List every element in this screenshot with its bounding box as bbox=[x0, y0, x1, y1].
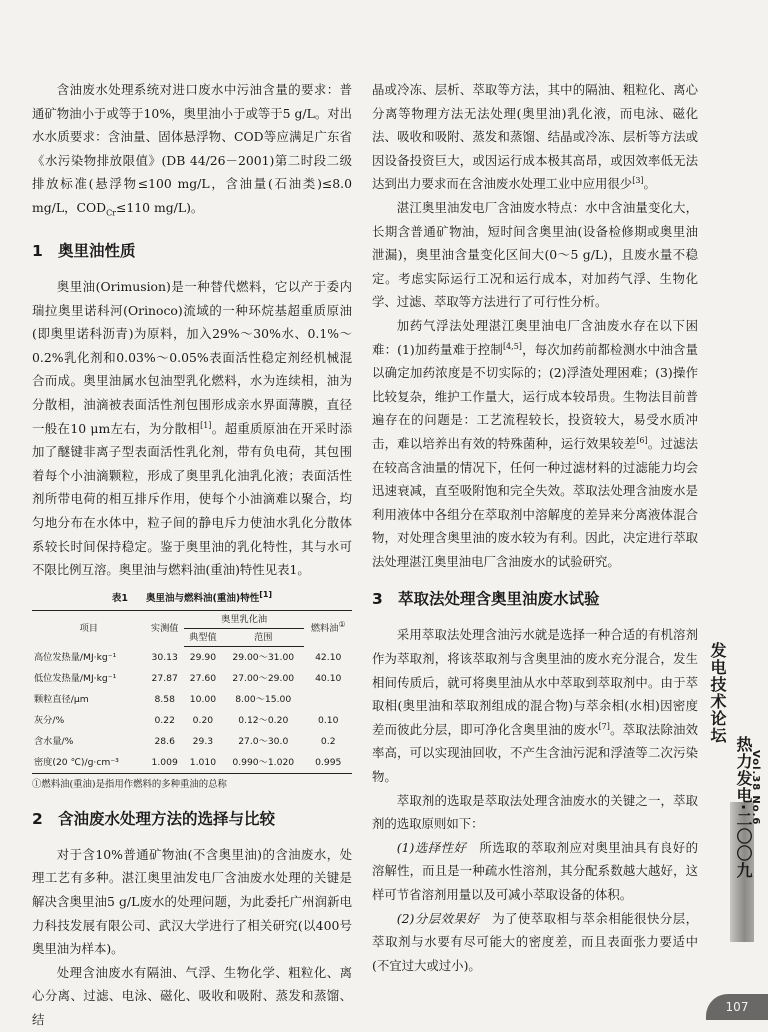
table-cell-item: 含水量/% bbox=[34, 735, 74, 747]
table-row bbox=[32, 646, 352, 668]
table-cell-measured: 30.13 bbox=[151, 651, 178, 663]
table-cell-measured: 1.009 bbox=[151, 756, 178, 768]
table-cell-range: 0.990～1.020 bbox=[232, 756, 295, 768]
table-cell-range: 0.12～0.20 bbox=[238, 714, 289, 726]
table-cell-measured: 28.6 bbox=[154, 735, 175, 747]
table-row bbox=[32, 668, 352, 689]
table-cell-typical: 1.010 bbox=[189, 756, 217, 768]
table-cell-fuel bbox=[304, 689, 352, 710]
table-cell-item: 密度(20 ℃)/g·cm⁻³ bbox=[34, 756, 119, 768]
methods-paragraph: 晶或冷冻、层析、萃取等方法，其中的隔油、粗粒化、离心分离等物理方法无法处理(奥里油)乳化液，而电泳、磁化法、吸收和吸附、蒸发和蒸馏、结晶或冷冻、层析等方法或因设备投资巨大，或因运行成本极其高昂，或因效率低无法达到出力要求而在含油废水处理工业中应用很少[3]。 bbox=[372, 82, 698, 192]
table-row bbox=[32, 731, 352, 752]
table-caption: 表1 奥里油与燃料油(重油)特性[1] bbox=[111, 589, 273, 604]
table-cell-measured: 27.87 bbox=[151, 672, 178, 684]
section-2-paragraph-a: 对于含10%普通矿物油(不含奥里油)的含油废水，处理工艺有多种。湛江奥里油发电厂含油废水处理的关键是解决含奥里油5 g/L废水的处理问题，为此委托广州润新电力科技发展有限公司、武汉大学进行了相关研究(以400号奥里油为样本)。 bbox=[32, 846, 352, 957]
col-header-group: 奥里乳化油 bbox=[184, 610, 305, 628]
wastewater-features-paragraph: 湛江奥里油发电厂含油废水特点：水中含油量变化大，长期含普通矿物油，短时间含奥里油(设备检修期或奥里油泄漏)，奥里油含量变化区间大(0～5 g/L)，且废水量不稳定。考虑实际运行工况和运行成本，对加药气浮、生物化学、过滤、萃取等方法进行了可行性分析。 bbox=[372, 199, 698, 310]
properties-table bbox=[32, 610, 352, 774]
table-cell-range: 29.00～31.00 bbox=[232, 651, 295, 663]
volume-number: Vol.38 No.6 bbox=[750, 750, 761, 826]
col-header-typical: 典型值 bbox=[184, 628, 222, 646]
method-analysis-paragraph: 加药气浮法处理湛江奥里油电厂含油废水存在以下困难：(1)加药量难于控制[4,5]，每次加药前都检测水中油含量以确定加药浓度是不切实际的；(2)浮渣处理困难；(3)操作比较复杂，维护工作量大，运行成本较昂贵。生物法目前普遍存在的问题是：工艺流程较长，投资较大，易受水质冲击，难以培养出有效的特殊菌种，运行效果较差[6]。过滤法在较高含油量的情况下，任何一种过滤材料的过滤能力均会迅速衰减，直至吸附饱和完全失效。萃取法处理含油废水是利用液体中各组分在萃取剂中溶解度的差异来分离液体混合物，对处理含奥里油的废水较为有利。因此，决定进行萃取法处理湛江奥里油电厂含油废水的试验研究。 bbox=[372, 317, 699, 569]
col-header-item: 项目 bbox=[79, 623, 98, 634]
col-header-range: 范围 bbox=[222, 628, 304, 646]
section-3-paragraph-a: 采用萃取法处理含油污水就是选择一种合适的有机溶剂作为萃取剂，将该萃取剂与含奥里油的废水充分混合，发生相间传质后，就可将奥里油从水中萃取到萃取剂中。由于萃取相(奥里油和萃取剂组成的混合物)与萃余相(水相)因密度差而彼此分层，即可净化含奥里油的废水[7]。萃取法除油效率高，可以实现油回收，不产生含油污泥和浮渣等二次污染物。 bbox=[372, 627, 699, 785]
table-cell-typical: 0.20 bbox=[192, 714, 214, 726]
section-1-paragraph: 奥里油(Orimusion)是一种替代燃料，它以产于委内瑞拉奥里诺科河(Orinoco)流域的一种环烷基超重质原油(即奥里诺科沥青)为原料，加入29%～30%水、0.1%～0.2%乳化剂和0.03%～0.05%表面活性稳定剂经机械混合而成。奥里油属水包油型乳化燃料，水为连续相，油为分散相，油滴被表面活性剂包围形成亲水界面薄膜，直径一般在10 μm左右，为分散相[1]。超重质原油在开采时添加了醚键非离子型表面活性乳化剂，带有负电荷，其包围着每个小油滴颗粒，形成了奥里乳化油乳化液；表面活性剂所带电荷的相互排斥作用，使每个小油滴难以聚合，均匀地分布在水体中，粒子间的静电斥力使油水乳化分散体系较长时间保持稳定。鉴于奥里油的乳化特性，其与水可不限比例互溶。奥里油与燃料油(重油)特性见表1。 bbox=[32, 279, 352, 578]
col-header-measured: 实测值 bbox=[150, 623, 179, 634]
principle-2-paragraph: (2)分层效果好 为了使萃取相与萃余相能很快分层，萃取剂与水要有尽可能大的密度差，而且表面张力要适中(不宜过大或过小)。 bbox=[372, 910, 699, 973]
section-2-paragraph-b: 处理含油废水有隔油、气浮、生物化学、粗粒化、离心分离、过滤、电泳、磁化、吸收和吸附、蒸发和蒸馏、结 bbox=[32, 964, 352, 1027]
side-banner bbox=[700, 632, 764, 1020]
table-row bbox=[32, 710, 352, 731]
table-cell-range: 8.00～15.00 bbox=[235, 693, 292, 705]
section-2-heading: 2 含油废水处理方法的选择与比较 bbox=[32, 809, 276, 828]
table-cell-measured: 0.22 bbox=[154, 714, 175, 726]
table-cell-typical: 10.00 bbox=[189, 693, 217, 705]
intro-paragraph: 含油废水处理系统对进口废水中污油含量的要求：普通矿物油小于或等于10%，奥里油小于或等于5 g/L。对出水水质要求：含油量、固体悬浮物、COD等应满足广东省《水污染物排放限值》(DB 44/26－2001)第二时段二级排放标准(悬浮物≤100 mg/L，含油量(石油类)≤8.0 mg/L，$COD_{Cr}\le 110$ mg/L)。 bbox=[32, 82, 352, 218]
table-cell-measured: 8.58 bbox=[154, 693, 175, 705]
left-column bbox=[32, 78, 352, 1032]
section-3-heading: 3 萃取法处理含奥里油废水试验 bbox=[372, 590, 600, 609]
section-1-heading: 1 奥里油性质 bbox=[32, 242, 136, 261]
table-cell-item: 颗粒直径/μm bbox=[34, 693, 89, 705]
table-cell-item: 灰分/% bbox=[34, 714, 65, 726]
section-3-paragraph-b: 萃取剂的选取是萃取法处理含油废水的关键之一，萃取剂的选取原则如下： bbox=[372, 792, 698, 832]
table-cell-fuel: 0.10 bbox=[318, 714, 339, 726]
right-column bbox=[372, 78, 698, 977]
table-footnote: ①燃料油(重油)是指用作燃料的多种重油的总称 bbox=[32, 778, 227, 790]
table-cell-range: 27.0～30.0 bbox=[238, 735, 289, 747]
journal-column-label: 发电技术论坛 bbox=[708, 642, 727, 744]
principle-1-paragraph: (1)选择性好 所选取的萃取剂应对奥里油具有良好的溶解性，而且是一种疏水性溶剂，其分配系数越大越好，这样可节省溶剂用量以及可减小萃取设备的体积。 bbox=[372, 839, 699, 902]
page-number: 107 bbox=[706, 994, 768, 1020]
table-cell-item: 低位发热量/MJ·kg⁻¹ bbox=[34, 672, 117, 684]
table-cell-typical: 29.90 bbox=[189, 651, 217, 663]
table-cell-fuel: 42.10 bbox=[315, 651, 342, 663]
table-cell-item: 高位发热量/MJ·kg⁻¹ bbox=[34, 651, 117, 663]
table-cell-fuel: 40.10 bbox=[315, 672, 342, 684]
table-row bbox=[32, 689, 352, 710]
table-cell-range: 27.00～29.00 bbox=[232, 672, 295, 684]
table-cell-typical: 27.60 bbox=[189, 672, 217, 684]
table-cell-fuel: 0.995 bbox=[315, 756, 342, 768]
table-cell-typical: 29.3 bbox=[192, 735, 214, 747]
col-header-fuel: 燃料油① bbox=[310, 619, 346, 634]
table-cell-fuel: 0.2 bbox=[320, 735, 336, 747]
table-row bbox=[32, 752, 352, 774]
magazine-name: 热力发电·二〇〇九 bbox=[734, 736, 753, 880]
